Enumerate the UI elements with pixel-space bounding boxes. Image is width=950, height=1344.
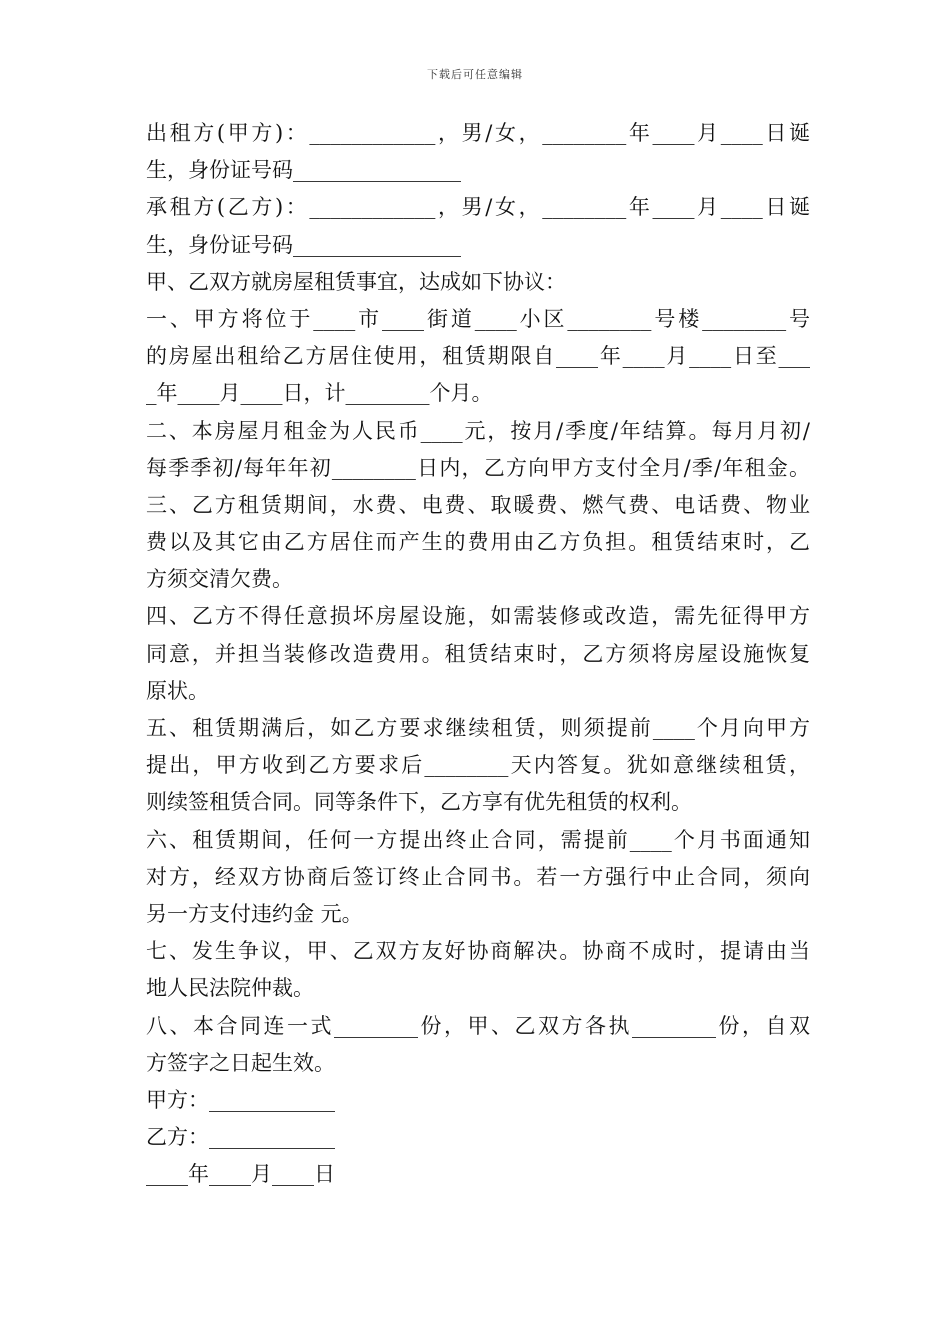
clause-7-line-2: 地人民法院仲裁。: [146, 976, 314, 1001]
clause-5-line-2: 提出，甲方收到乙方要求后________天内答复。犹如意继续租赁，: [146, 753, 810, 778]
clause-3-line-1: 三、乙方租赁期间，水费、电费、取暖费、燃气费、电话费、物业: [146, 492, 810, 517]
clause-1-line-2: 的房屋出租给乙方居住使用，租赁期限自____年____月____日至___: [146, 344, 810, 369]
agreement-intro: 甲、乙双方就房屋租赁事宜，达成如下协议：: [146, 269, 566, 294]
clause-4-line-1: 四、乙方不得任意损坏房屋设施，如需装修或改造，需先征得甲方: [146, 604, 810, 629]
clause-3-line-3: 方须交清欠费。: [146, 567, 293, 592]
clause-4-line-2: 同意，并担当装修改造费用。租赁结束时，乙方须将房屋设施恢复: [146, 641, 810, 666]
party-a-line-2: 生，身份证号码________________: [146, 158, 461, 183]
contract-body: [146, 115, 810, 1193]
signature-party-a: 甲方：____________: [146, 1087, 335, 1112]
clause-1-line-3: _年____月____日，计________个月。: [146, 381, 493, 406]
clause-3-line-2: 费以及其它由乙方居住而产生的费用由乙方负担。租赁结束时，乙: [146, 530, 810, 555]
signature-party-b: 乙方：____________: [146, 1125, 335, 1150]
party-b-line-1: 承租方(乙方)：____________，男/女，________年____月____日诞: [146, 195, 810, 220]
clause-7-line-1: 七、发生争议，甲、乙双方友好协商解决。协商不成时，提请由当: [146, 939, 810, 964]
clause-8-line-1: 八、本合同连一式________份，甲、乙双方各执________份，自双: [146, 1013, 810, 1038]
signature-date: ____年____月____日: [146, 1162, 335, 1187]
clause-4-line-3: 原状。: [146, 678, 209, 703]
clause-2-line-2: 每季季初/每年年初________日内，乙方向甲方支付全月/季/年租金。: [146, 455, 810, 480]
clause-5-line-1: 五、租赁期满后，如乙方要求继续租赁，则须提前____个月向甲方: [146, 716, 810, 740]
clause-6-line-2: 对方，经双方协商后签订终止合同书。若一方强行中止合同，须向: [146, 864, 810, 889]
clause-5-line-3: 则续签租赁合同。同等条件下，乙方享有优先租赁的权利。: [146, 790, 692, 815]
clause-6-line-3: 另一方支付违约金 元。: [146, 901, 363, 926]
clause-1-line-1: 一、甲方将位于____市____街道____小区________号楼________号: [146, 306, 810, 331]
party-b-line-2: 生，身份证号码________________: [146, 232, 461, 257]
party-a-line-1: 出租方(甲方)：____________，男/女，________年____月____日诞: [146, 121, 810, 145]
page-header-note: 下载后可任意编辑: [427, 68, 523, 81]
clause-2-line-1: 二、本房屋月租金为人民币____元，按月/季度/年结算。每月月初/: [146, 418, 810, 443]
clause-6-line-1: 六、租赁期间，任何一方提出终止合同，需提前____个月书面通知: [146, 827, 810, 852]
clause-8-line-2: 方签字之日起生效。: [146, 1050, 335, 1075]
